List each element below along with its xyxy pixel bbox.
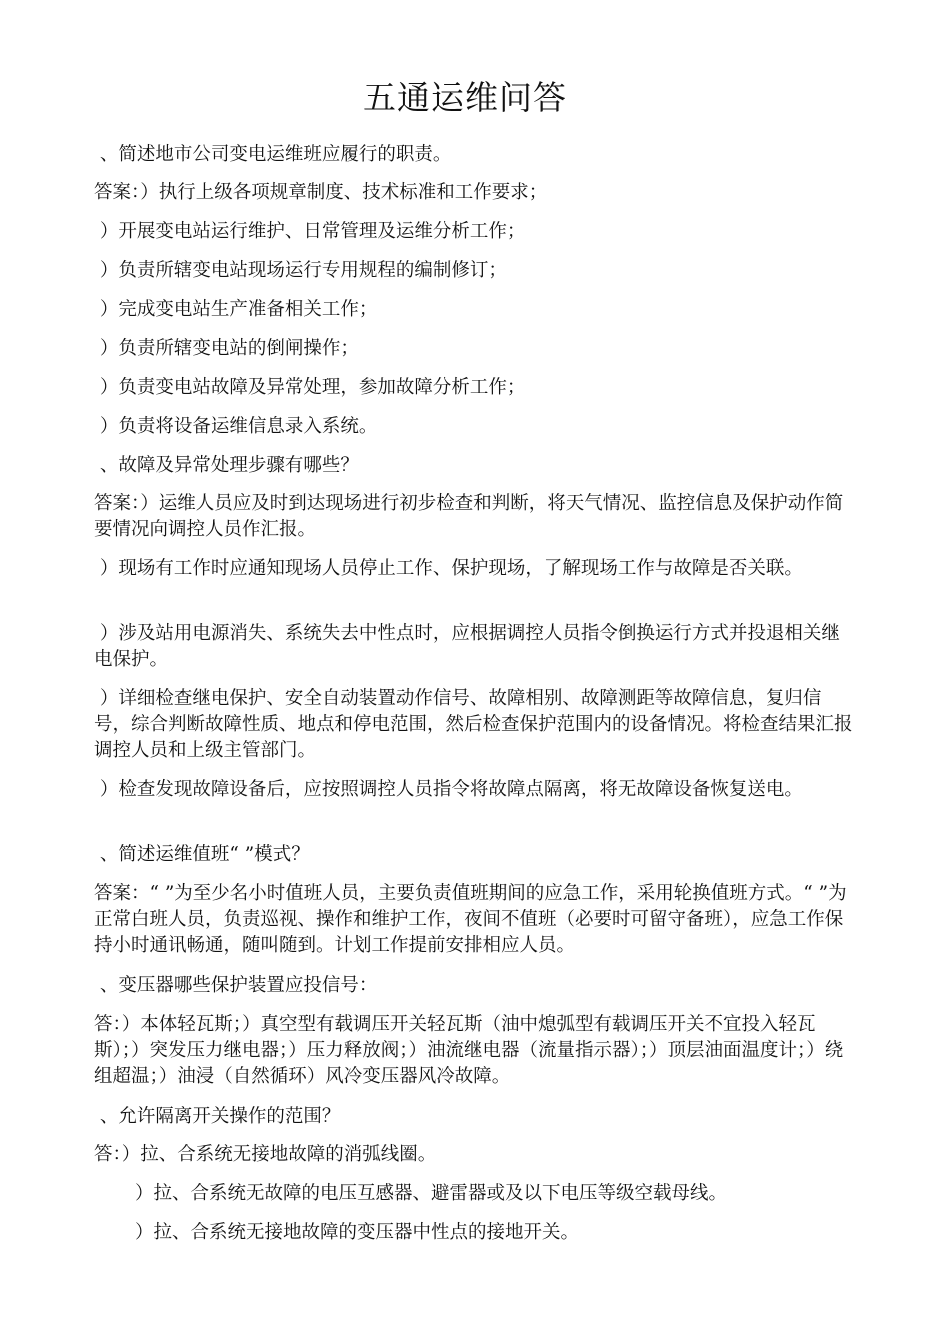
question-4: 、变压器哪些保护装置应投信号： [94,975,378,996]
answer-1-item-4: ）完成变电站生产准备相关工作； [94,299,378,320]
question-2: 、故障及异常处理步骤有哪些？ [94,455,359,476]
answer-5-item-3: ）拉、合系统无接地故障的变压器中性点的接地开关。 [135,1222,580,1243]
answer-2-item-3: ）涉及站用电源消失、系统失去中性点时，应根据调控人员指令倒换运行方式并投退相关继电保护。 [94,623,840,670]
answer-1-item-6: ）负责变电站故障及异常处理，参加故障分析工作； [94,377,526,398]
answer-3: 答案：“ ”为至少名小时值班人员，主要负责值班期间的应急工作，采用轮换值班方式。“ ”为正常白班人员，负责巡视、操作和维护工作，夜间不值班（必要时可留守备班），应急工作保持小时通讯畅通，随叫随到。计划工作提前安排相应人员。 [94,883,847,956]
answer-1-item-2: ）开展变电站运行维护、日常管理及运维分析工作； [94,221,526,242]
answer-5-item-2: ）拉、合系统无故障的电压互感器、避雷器或及以下电压等级空载母线。 [135,1183,728,1204]
answer-1-item-5: ）负责所辖变电站的倒闸操作； [94,338,359,359]
answer-2-item-4: ）详细检查继电保护、安全自动装置动作信号、故障相别、故障测距等故障信息，复归信号，综合判断故障性质、地点和停电范围，然后检查保护范围内的设备情况。将检查结果汇报调控人员和上级主管部门。 [94,688,853,761]
answer-5-item-1: 答：）拉、合系统无接地故障的消弧线圈。 [94,1144,437,1165]
question-1: 、简述地市公司变电运维班应履行的职责。 [94,144,452,165]
answer-1-item-7: ）负责将设备运维信息录入系统。 [94,416,378,437]
answer-1-item-1: 答案：）执行上级各项规章制度、技术标准和工作要求； [94,182,548,203]
answer-4: 答：）本体轻瓦斯；）真空型有载调压开关轻瓦斯（油中熄弧型有载调压开关不宜投入轻瓦斯）；）突发压力继电器；）压力释放阀；）油流继电器（流量指示器）；）顶层油面温度计；）绕组超温；）油浸（自然循环）风冷变压器风冷故障。 [94,1014,844,1087]
page-title: 五通运维问答 [363,78,567,117]
question-5: 、允许隔离开关操作的范围？ [94,1106,341,1127]
answer-2-item-5: ）检查发现故障设备后，应按照调控人员指令将故障点隔离，将无故障设备恢复送电。 [94,779,803,800]
answer-1-item-3: ）负责所辖变电站现场运行专用规程的编制修订； [94,260,507,281]
question-3: 、简述运维值班“ ”模式？ [94,844,310,865]
answer-2-item-2: ）现场有工作时应通知现场人员停止工作、保护现场，了解现场工作与故障是否关联。 [94,558,803,579]
answer-2-item-1: 答案：）运维人员应及时到达现场进行初步检查和判断，将天气情况、监控信息及保护动作简要情况向调控人员作汇报。 [94,493,844,540]
